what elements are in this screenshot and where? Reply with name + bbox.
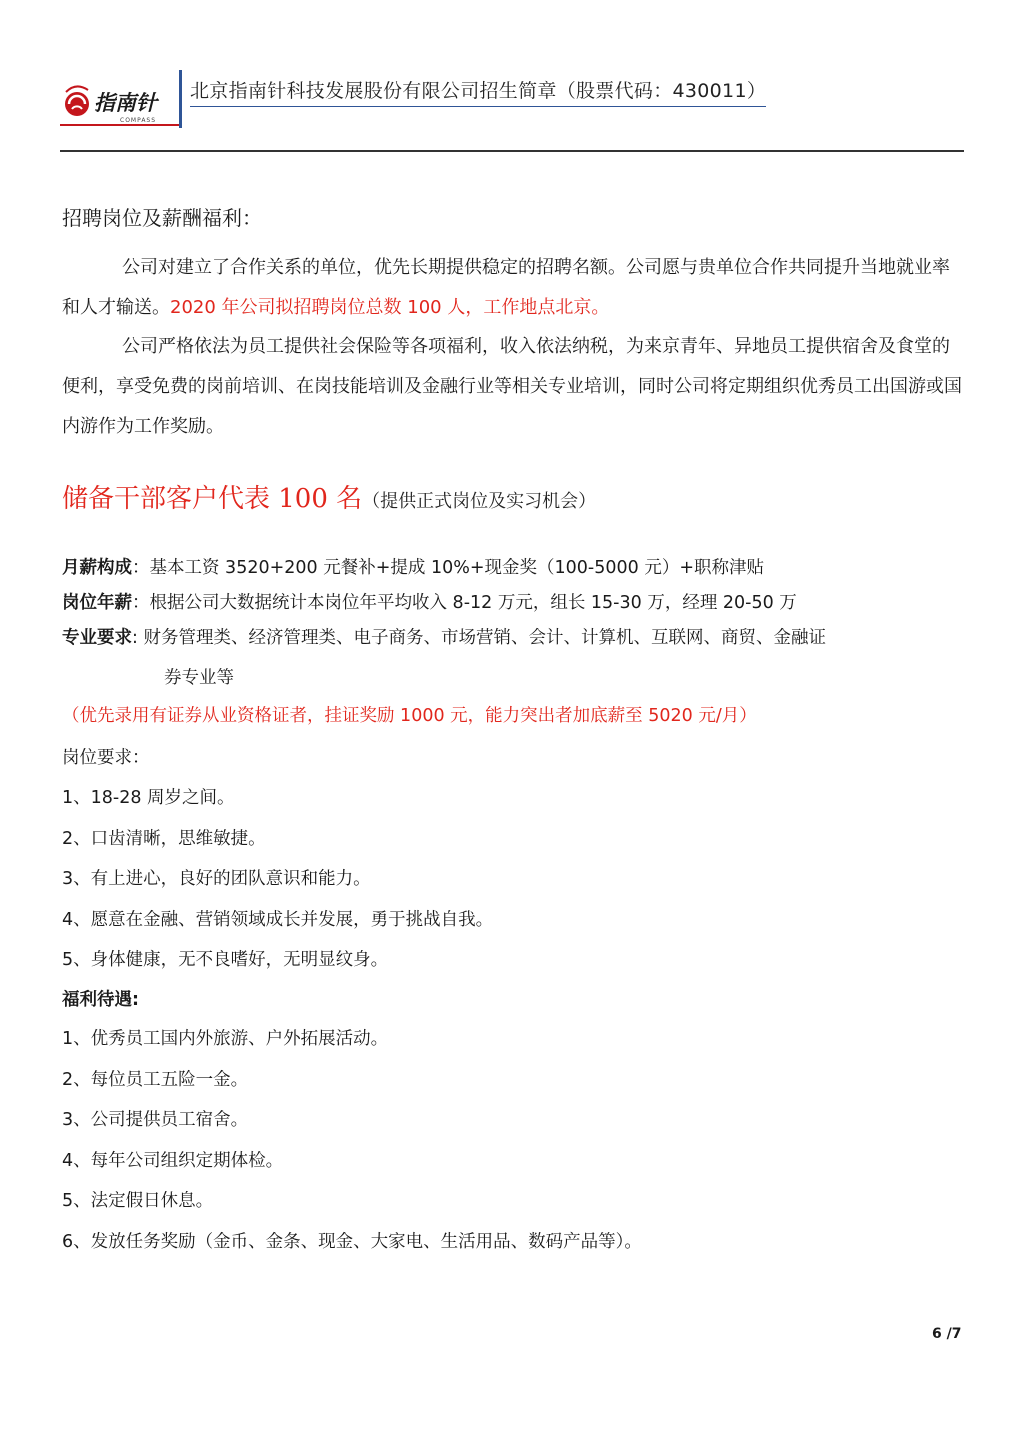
annual-label: 岗位年薪 (62, 593, 132, 613)
job-heading (62, 478, 596, 515)
intro-text-2: 公司严格依法为员工提供社会保险等各项福利，收入依法纳税，为来京青年、异地员工提供宿舍及食堂的便利，享受免费的岗前培训、在岗技能培训及金融行业等相关专业培训，同时公司将定期组织优秀员工出国游或国内游作为工作奖励。 (62, 336, 962, 437)
salary-line (62, 554, 764, 579)
major-value: : 财务管理类、经济管理类、电子商务、市场营销、会计、计算机、互联网、商贸、金融证 (132, 628, 826, 648)
list-item: 6、发放任务奖励（金币、金条、现金、大家电、生活用品、数码产品等）。 (62, 1231, 642, 1252)
list-item: 2、口齿清晰，思维敏捷。 (62, 828, 266, 849)
benefits-title: 福利待遇: (62, 990, 139, 1010)
intro-paragraph-2 (62, 327, 962, 447)
major-line-continued: 券专业等 (164, 668, 234, 688)
list-item: 4、每年公司组织定期体检。 (62, 1150, 284, 1171)
major-line (62, 624, 826, 649)
page-header (60, 62, 964, 152)
priority-note: （优先录用有证券从业资格证者，挂证奖励 1000 元，能力突出者加底薪至 5020 元/月） (62, 706, 757, 726)
intro-highlight: 2020 年公司拟招聘岗位总数 100 人，工作地点北京。 (170, 297, 610, 318)
annual-line (62, 589, 797, 614)
job-subtitle: （提供正式岗位及实习机会） (362, 491, 597, 512)
list-item: 1、18-28 周岁之间。 (62, 788, 235, 808)
salary-value: ：基本工资 3520+200 元餐补+提成 10%+现金奖（100-5000 元）+职称津贴 (132, 558, 764, 578)
list-item: 2、每位员工五险一金。 (62, 1069, 249, 1090)
requirements-list (62, 784, 493, 987)
list-item: 3、有上进心，良好的团队意识和能力。 (62, 869, 371, 889)
compass-logo-icon (60, 72, 176, 128)
company-logo (60, 72, 176, 128)
svg-text:COMPASS: COMPASS (120, 117, 157, 124)
annual-value: ：根据公司大数据统计本岗位年平均收入 8-12 万元，组长 15-30 万，经理 20-50 万 (132, 593, 797, 613)
header-divider (179, 70, 182, 128)
intro-paragraph-1 (62, 248, 962, 328)
benefits-list (62, 1025, 642, 1268)
list-item: 5、身体健康，无不良嗜好，无明显纹身。 (62, 950, 389, 970)
logo-underline (60, 124, 180, 126)
intro-text-1: 公司对建立了合作关系的单位，优先长期提供稳定的招聘名额。公司愿与贵单位合作共同提升当地就业率和人才输送。 (62, 257, 950, 318)
list-item: 3、公司提供员工宿舍。 (62, 1110, 249, 1130)
list-item: 5、法定假日休息。 (62, 1191, 214, 1211)
list-item: 1、优秀员工国内外旅游、户外拓展活动。 (62, 1029, 389, 1049)
salary-label: 月薪构成 (62, 558, 132, 578)
page-number: 6 /7 (932, 1326, 962, 1342)
document-title: 北京指南针科技发展股份有限公司招生简章（股票代码：430011） (190, 76, 766, 107)
list-item: 4、愿意在金融、营销领域成长并发展，勇于挑战自我。 (62, 909, 494, 930)
section-title: 招聘岗位及薪酬福利： (62, 206, 262, 230)
major-label: 专业要求 (62, 628, 132, 648)
requirements-title: 岗位要求： (62, 748, 150, 768)
svg-text:指南针: 指南针 (94, 90, 157, 115)
header-rule (60, 150, 964, 152)
job-title: 储备干部客户代表 100 名 (62, 484, 363, 514)
